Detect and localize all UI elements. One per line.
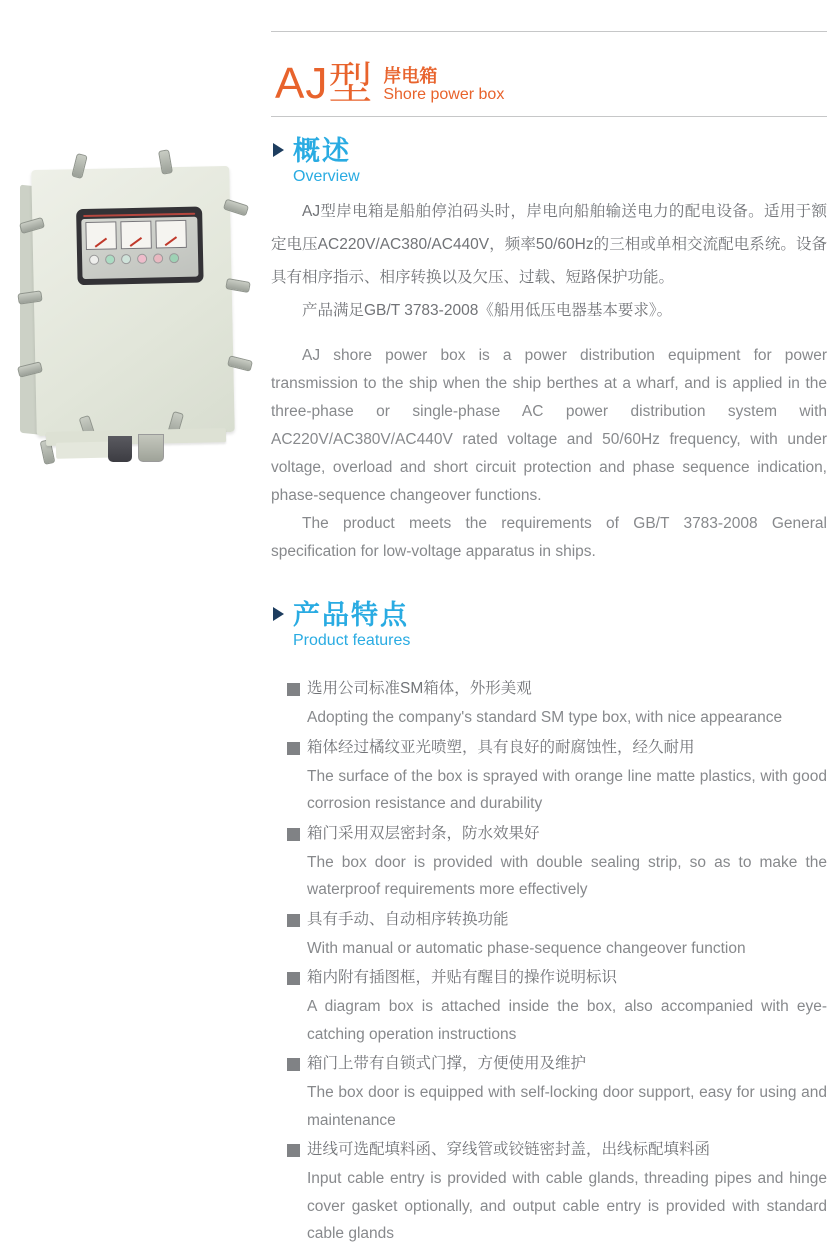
overview-paragraph-en: AJ shore power box is a power distribution equipment for power transmission to the ship when the ship berthes at a wharf, and is applied in the three-phase or single-phase AC power distribution system with AC220V/AC380V/AC440V rated voltage and 50/60Hz frequency, with under voltage, overload and short circuit protection and phase sequence indication, phase-sequence changeover functions.: [271, 347, 827, 504]
triangle-marker-icon: [273, 607, 284, 621]
overview-heading: [271, 136, 827, 186]
feature-item: [287, 1049, 827, 1134]
feature-text-en: Input cable entry is provided with cable glands, threading pipes and hinge cover gasket optionally, and output cable entry is provided with standard cable glands: [307, 1170, 827, 1242]
indicator-light-icon: [121, 254, 131, 264]
feature-text-en: The surface of the box is sprayed with orange line matte plastics, with good corrosion resistance and durability: [307, 767, 827, 812]
feature-text-en: With manual or automatic phase-sequence changeover function: [307, 939, 746, 957]
indicator-light-icon: [105, 254, 115, 264]
feature-item: [287, 819, 827, 904]
page-title: [271, 32, 827, 116]
triangle-marker-icon: [273, 143, 284, 157]
square-bullet-icon: [287, 742, 300, 755]
overview-paragraph-en: The product meets the requirements of GB/T 3783-2008 General specification for low-voltage apparatus in ships.: [271, 515, 827, 560]
square-bullet-icon: [287, 1144, 300, 1157]
header-divider: [271, 116, 827, 117]
overview-chinese-text: [271, 195, 827, 327]
feature-text-en: A diagram box is attached inside the box, also accompanied with eye-catching operation instructions: [307, 998, 827, 1043]
square-bullet-icon: [287, 828, 300, 841]
content-column: [271, 0, 827, 1249]
cable-gland-icon: [108, 436, 132, 462]
indicator-light-icon: [89, 255, 99, 265]
indicator-light-icon: [169, 253, 179, 263]
feature-text-cn: 选用公司标准SM箱体，外形美观: [287, 674, 827, 704]
overview-title-en: Overview: [293, 168, 360, 185]
analog-meter-icon: [155, 220, 187, 249]
indicator-light-row: [86, 253, 194, 265]
feature-item: [287, 733, 827, 818]
feature-text-en: The box door is equipped with self-locking door support, easy for using and maintenance: [307, 1084, 827, 1129]
features-section: [271, 600, 827, 1248]
feature-text-cn: 箱门采用双层密封条，防水效果好: [287, 819, 827, 849]
feature-item: [287, 1135, 827, 1248]
feature-text-cn: 箱体经过橘纹亚光喷塑，具有良好的耐腐蚀性，经久耐用: [287, 733, 827, 763]
feature-text-en: Adopting the company's standard SM type box, with nice appearance: [307, 709, 783, 726]
analog-meter-icon: [85, 221, 117, 250]
overview-paragraph-cn: 产品满足GB/T 3783-2008《船用低压电器基本要求》。: [302, 302, 673, 319]
feature-item: [287, 963, 827, 1048]
feature-text-en: The box door is provided with double sealing strip, so as to make the waterproof requirements more effectively: [307, 853, 827, 898]
square-bullet-icon: [287, 683, 300, 696]
feature-text-cn: 具有手动、自动相序转换功能: [287, 905, 827, 935]
feature-list: [271, 674, 827, 1248]
product-name-en: Shore power box: [383, 86, 505, 103]
meter-row: [85, 220, 194, 250]
square-bullet-icon: [287, 1058, 300, 1071]
box-meter-window: [76, 207, 204, 286]
overview-section: [271, 136, 827, 566]
feature-text-cn: 进线可选配填料函、穿线管或铰链密封盖，出线标配填料函: [287, 1135, 827, 1165]
features-title-cn: 产品特点: [293, 600, 409, 630]
feature-text-cn: 箱内附有插图框，并贴有醒目的操作说明标识: [287, 963, 827, 993]
overview-paragraph-cn: AJ型岸电箱是船舶停泊码头时，岸电向船舶输送电力的配电设备。适用于额定电压AC220V/AC380/AC440V，频率50/60Hz的三相或单相交流配电系统。设备具有相序指示、相序转换以及欠压、过载、短路保护功能。: [271, 203, 827, 286]
overview-title-cn: 概述: [293, 136, 351, 166]
model-name: AJ型: [275, 59, 374, 108]
square-bullet-icon: [287, 972, 300, 985]
product-name-cn: 岸电箱: [383, 66, 438, 86]
product-photo: [12, 158, 262, 468]
feature-item: [287, 905, 827, 963]
feature-text-cn: 箱门上带有自锁式门撑，方便使用及维护: [287, 1049, 827, 1079]
feature-item: [287, 674, 827, 732]
indicator-light-icon: [153, 253, 163, 263]
shore-power-box: [31, 166, 235, 436]
analog-meter-icon: [120, 221, 152, 250]
overview-english-text: [271, 342, 827, 566]
product-name: [383, 66, 504, 106]
features-heading: [271, 600, 827, 650]
window-glass: [81, 217, 198, 279]
cable-gland-icon: [138, 434, 164, 462]
indicator-light-icon: [137, 254, 147, 264]
square-bullet-icon: [287, 914, 300, 927]
features-title-en: Product features: [293, 632, 411, 649]
